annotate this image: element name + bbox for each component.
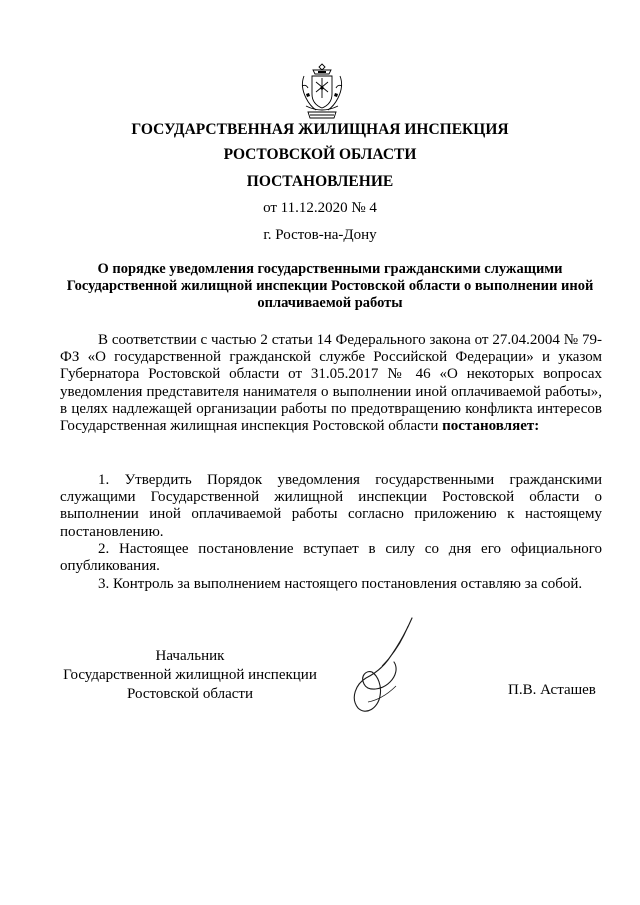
list-item-3: 3. Контроль за выполнением настоящего постановления оставляю за собой.: [98, 576, 583, 592]
preamble-paragraph: [60, 332, 602, 435]
list-item-2: 2. Настоящее постановление вступает в силу со дня его официального опубликования.: [60, 541, 602, 575]
list-item-1: 1. Утвердить Порядок уведомления государственными гражданскими служащими Государственной жилищной инспекции Ростовской области о выполнении иной оплачиваемой работы согласно приложению к настоящему постановлению.: [60, 472, 602, 540]
signatory-name: П.В. Асташев: [508, 682, 596, 698]
signatory-position-line3: Ростовской области: [127, 686, 253, 702]
preamble-text: В соответствии с частью 2 статьи 14 Федерального закона от 27.04.2004 № 79-ФЗ «О государственной гражданской службе Российской Федерации» и указом Губернатора Ростовской области от 31.05.2017 № 46 «О некоторых вопросах уведомления представителя нанимателя о выполнении иной оплачиваемой работы», в целях надлежащей организации работы по предотвращению конфликта интересов Государственная жилищная инспекция Ростовской области: [60, 332, 602, 435]
organization-name-line2: РОСТОВСКОЙ ОБЛАСТИ: [223, 146, 417, 163]
coat-of-arms-icon: [298, 60, 346, 122]
preamble-bold-tail: постановляет:: [442, 418, 540, 435]
signatory-position: [60, 647, 320, 704]
document-type: ПОСТАНОВЛЕНИЕ: [246, 173, 394, 190]
organization-name-line1: ГОСУДАРСТВЕННАЯ ЖИЛИЩНАЯ ИНСПЕКЦИЯ: [131, 121, 509, 138]
signatory-position-line2: Государственной жилищной инспекции: [63, 667, 317, 683]
document-place: г. Ростов-на-Дону: [263, 227, 377, 243]
signatory-position-line1: Начальник: [155, 648, 225, 664]
document-date-number: от 11.12.2020 № 4: [263, 200, 377, 216]
document-subject: О порядке уведомления государственными гражданскими служащими Государственной жилищной инспекции Ростовской области о выполнении иной оплачиваемой работы: [66, 261, 594, 311]
handwritten-signature: [338, 612, 428, 722]
